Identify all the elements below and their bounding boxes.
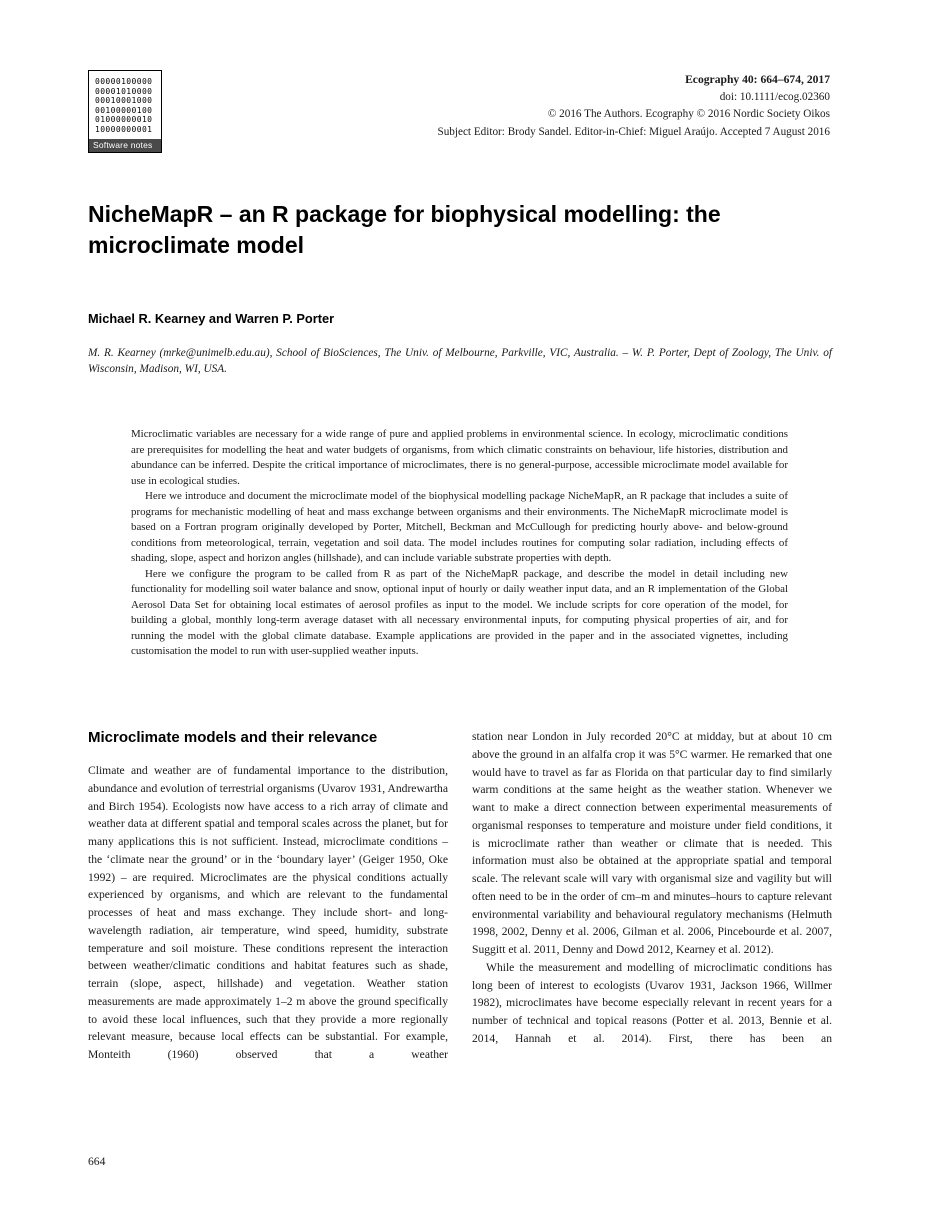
logo-row: 10000000001 xyxy=(95,124,153,134)
logo-row: 00001010000 xyxy=(95,86,153,96)
journal-citation: Ecography 40: 664–674, 2017 xyxy=(685,73,830,86)
logo-row: 00000100000 xyxy=(95,77,153,86)
article-title: NicheMapR – an R package for biophysical modelling: the microclimate model xyxy=(88,201,721,258)
page-number: 664 xyxy=(88,1155,106,1168)
logo-row: 00100000100 xyxy=(95,105,153,115)
abstract-paragraph: Here we introduce and document the microclimate model of the biophysical modelling package NicheMapR, an R package that includes a suite of programs for mechanistic modelling of heat and mass exchange between organisms and their environments. The NicheMapR microclimate model is based on a Fortran program originally developed by Porter, Mitchell, Beckman and McCullough for predicting hourly above- and below-ground conditions from meteorological, terrain, vegetation and soil data. The model includes routines for computing solar radiation, including effects of shading, slope, aspect and horizon angles (hillshade), and can include variable substrate properties with depth. xyxy=(131,490,788,564)
abstract-paragraph: Microclimatic variables are necessary for a wide range of pure and applied problems in environmental science. In ecology, microclimatic conditions are prerequisites for modelling the heat and water budgets of organisms, from which climatic constraints on behaviour, life histories, distribution and abundance can be inferred. Despite the critical importance of microclimates, there is no general-purpose, accessible microclimate model available for use in ecological studies. xyxy=(131,428,788,487)
left-column xyxy=(88,728,448,1064)
abstract-paragraph: Here we configure the program to be called from R as part of the NicheMapR package, and describe the model in detail including new functionality for modelling soil water balance and snow, optional input of hourly or daily weather input data, and an R implementation of the Global Aerosol Data Set for obtaining local estimates of aerosol profiles as input to the model. We include scripts for core operation of the model, for building a global, monthly long-term average dataset with all necessary environmental inputs, for computing physical properties of air, and for running the model with the global climate database. Example applications are provided in the paper and in the associated vignettes, including customisation the model to run with user-supplied weather inputs. xyxy=(131,567,788,657)
logo-row: 01000000010 xyxy=(95,115,153,124)
logo-row: 00010001000 xyxy=(95,96,153,105)
body-paragraph: station near London in July recorded 20°C at midday, but at about 10 cm above the ground in an alfalfa crop it was 5°C warmer. He remarked that one would have to travel as far as Florida on that particular day to find similarly warm conditions at the same height as the weather station. Whenever we want to make a direct connection between experimental measurements of organismal responses to temperature and moisture under field conditions, it is microclimate rather than weather or climate that is needed. This information must also be obtained at the appropriate spatial and temporal scale. The relevant scale will vary with organismal size and vagility but will often need to be in the order of cm–m and minutes–hours to capture relevant environmental variability and behavioural regulatory mechanisms (Helmuth 1998, 2002, Denny et al. 2006, Gilman et al. 2006, Pincebourde et al. 2007, Suggitt et al. 2011, Denny and Dowd 2012, Kearney et al. 2012). xyxy=(472,730,832,956)
body-paragraph: Climate and weather are of fundamental importance to the distribution, abundance and evolution of terrestrial organisms (Uvarov 1931, Andrewartha and Birch 1954). Ecologists now have access to a rich array of climate and weather data at different spatial and temporal scales across the planet, but for many applications this is not sufficient. Instead, microclimate conditions – the ‘climate near the ground’ or in the ‘boundary layer’ (Geiger 1950, Oke 1992) – are required. Microclimates are the physical conditions actually experienced by organisms, and which are relevant to the fundamental processes of heat and mass exchange. They include short- and long-wavelength radiation, air temperature, wind speed, humidity, substrate temperature and soil moisture. These conditions represent the interaction between weather/climatic conditions and habitat features such as shade, terrain (slope, aspect, hillshade) and vegetation. Weather station measurements are made approximately 1–2 m above the ground specifically to avoid these local influences, such that they provide a more regionally relevant measure, because local effects can be substantial. For example, Monteith (1960) observed that a weather xyxy=(88,764,448,1061)
journal-header xyxy=(437,71,830,141)
journal-logo xyxy=(88,70,162,153)
copyright-line: © 2016 The Authors. Ecography © 2016 Nordic Society Oikos xyxy=(547,108,830,120)
body-columns xyxy=(88,728,832,1064)
body-paragraph: While the measurement and modelling of microclimatic conditions has long been of interest to ecologists (Uvarov 1931, Jackson 1966, Willmer 1982), microclimates have become especially relevant in recent years for a number of technical and topical reasons (Potter et al. 2013, Bennie et al. 2014, Hannah et al. 2014). First, there has been an xyxy=(472,960,832,1045)
right-column xyxy=(472,728,832,1064)
article-authors: Michael R. Kearney and Warren P. Porter xyxy=(88,311,335,326)
abstract xyxy=(131,427,788,660)
software-notes-label: Software notes xyxy=(89,139,161,152)
section-heading: Microclimate models and their relevance xyxy=(88,729,378,746)
doi-line: doi: 10.1111/ecog.02360 xyxy=(719,90,830,103)
article-affiliation: M. R. Kearney (mrke@unimelb.edu.au), School of BioSciences, The Univ. of Melbourne, Parkville, VIC, Australia. – W. P. Porter, Dept of Zoology, The Univ. of Wisconsin, Madison, WI, USA. xyxy=(88,347,832,375)
editor-line: Subject Editor: Brody Sandel. Editor-in-Chief: Miguel Araújo. Accepted 7 August 2016 xyxy=(437,125,830,138)
logo-binary-pattern xyxy=(89,71,161,139)
